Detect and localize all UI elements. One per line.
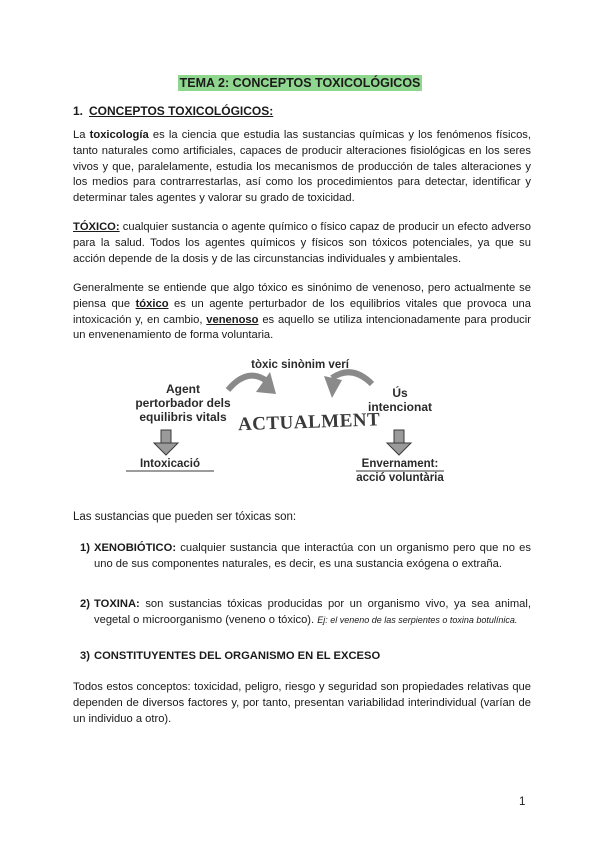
list-item-number: 2) <box>80 598 90 610</box>
p1-text-a: La <box>73 129 90 141</box>
list-item <box>80 541 531 573</box>
list-item <box>80 649 531 665</box>
p2-text: cualquier sustancia o agente químico o físico capaz de producir un efecto adverso para la salud. Todos los agentes químicos y físicos son tóxicos potenciales, ya que su acción depende de la dosis y de las circunstancias individuales y ambientales. <box>73 221 531 265</box>
left-label-line1: Agent <box>166 382 200 396</box>
list-item-text: son sustancias tóxicas producidas por un organismo vivo, ya sea animal, vegetal o microorganismo (veneno o tóxico). <box>94 598 531 626</box>
paragraph-toxicologia <box>73 128 531 207</box>
left-label-line3: equilibris vitals <box>139 410 227 424</box>
section-number: 1. <box>73 104 84 118</box>
page-title <box>0 74 600 92</box>
list-item-text: cualquier sustancia que interactúa con un organismo pero que no es uno de sus componentes naturales, es decir, es una sustancia exógena o extraña. <box>94 542 531 570</box>
p1-term: toxicología <box>89 129 149 141</box>
left-label-line2: pertorbador dels <box>135 396 231 410</box>
diagram-left-label <box>118 382 248 424</box>
paragraph-generalmente <box>73 281 531 344</box>
diagram-bottom-right-label <box>340 457 460 485</box>
list-item-term: XENOBIÓTICO: <box>94 542 177 554</box>
right-down-arrow-shaft <box>394 430 404 444</box>
paragraph-toxico <box>73 220 531 267</box>
list-item-term: CONSTITUYENTES DEL ORGANISMO EN EL EXCESO <box>94 650 381 662</box>
diagram-center-label: ACTUALMENT <box>237 409 381 436</box>
section-label: CONCEPTOS TOXICOLÓGICOS: <box>89 104 274 118</box>
right-label-line2: intencionat <box>367 400 432 414</box>
page-number: 1 <box>519 796 526 808</box>
p3-text-b: es un agente perturbador de los equilibrios vitales que provoca una intoxicación y, en cambio, <box>73 297 531 326</box>
left-down-arrow-shaft <box>161 430 171 444</box>
diagram-top-label: tòxic sinònim verí <box>251 359 349 371</box>
p2-term: TÓXICO: <box>73 221 120 233</box>
list-item <box>80 597 531 629</box>
right-arrowhead-icon <box>324 376 342 398</box>
bottom-right-line2: acció voluntària <box>356 472 444 484</box>
list-item-example: Ej: el veneno de las serpientes o toxina botulínica. <box>317 614 518 625</box>
concept-diagram <box>120 354 480 499</box>
p1-text-b: es la ciencia que estudia las sustancias químicas y los fenómenos físicos, tanto naturales como artificiales, capaces de producir alteraciones fisiológicas en los seres vivos y que, paralelamente, estudia los mecanismos de producción de tales alteraciones y los medios para contrarrestarlas, así como los procedimientos para detectar, identificar y determinar tales agentes y valorar su grado de toxicidad. <box>73 129 531 205</box>
title-highlight: TEMA 2: CONCEPTOS TOXICOLÓGICOS <box>179 76 421 90</box>
list-intro: Las sustancias que pueden ser tóxicas son: <box>73 511 297 523</box>
p3-text-a: Generalmente se entiende que algo tóxico es sinónimo de venenoso, pero actualmente se piensa que <box>73 282 531 310</box>
p3-term-toxico: tóxico <box>135 297 169 310</box>
section-heading <box>73 104 273 118</box>
diagram-right-label <box>345 386 455 414</box>
p3-text-c: es aquello se utiliza intencionadamente para producir un envenenamiento de forma voluntaria. <box>73 313 531 342</box>
diagram-bottom-left-label: Intoxicació <box>139 458 201 470</box>
list-item-number: 1) <box>80 542 90 554</box>
list-item-term: TOXINA: <box>94 598 140 610</box>
paragraph-conclusion: Todos estos conceptos: toxicidad, peligro, riesgo y seguridad son propiedades relativas que dependen de diversos factores y, por tanto, presentan variabilidad interindividual (varían de un individuo a otro). <box>73 681 531 725</box>
right-down-arrow-icon <box>387 443 411 455</box>
list-item-number: 3) <box>80 650 90 662</box>
bottom-right-line1: Envernament: <box>361 458 439 470</box>
p3-term-venenoso: venenoso <box>206 313 259 326</box>
left-down-arrow-icon <box>154 443 178 455</box>
right-label-line1: Ús <box>392 386 408 400</box>
